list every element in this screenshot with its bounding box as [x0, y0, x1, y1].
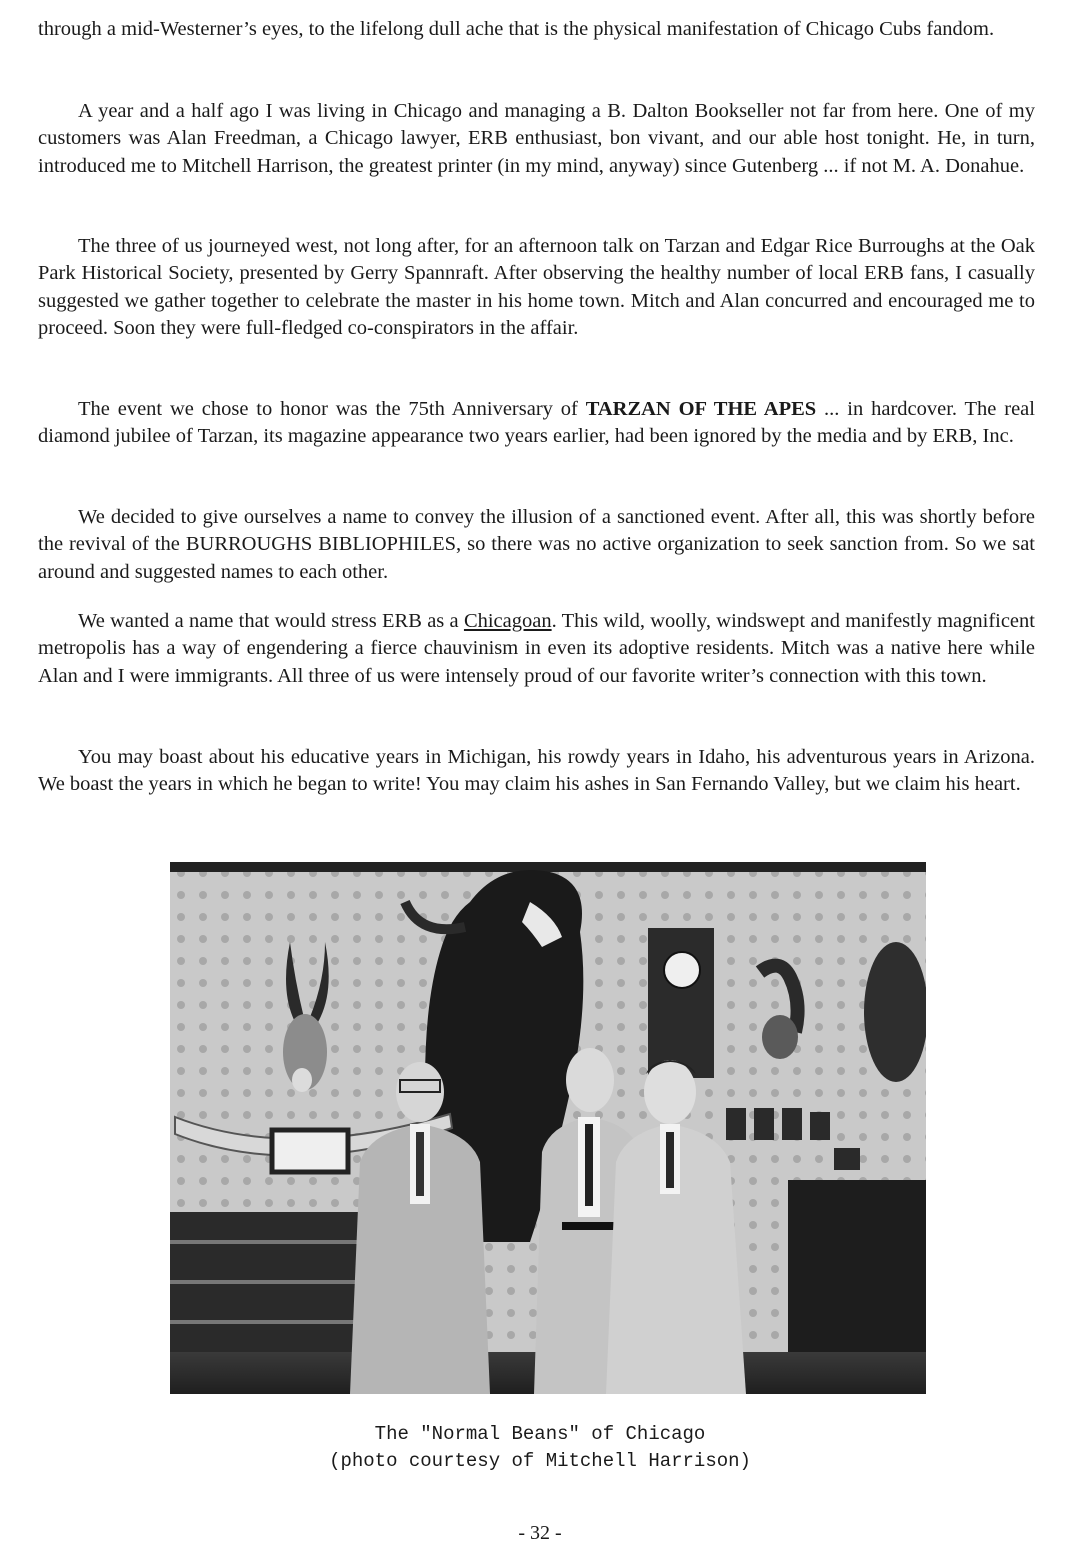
photo-caption-line-1: The "Normal Beans" of Chicago [374, 1423, 706, 1445]
book-title: TARZAN OF THE APES [585, 398, 817, 420]
paragraph-4-text-b: ... in hardcover. The real diamond jubilee of Tarzan, its magazine appearance two years earlier, had been ignored by the media and by ERB, Inc. [38, 398, 1035, 448]
paragraph-7: You may boast about his educative years in Michigan, his rowdy years in Idaho, his adventurous years in Arizona. We boast the years in which he began to write! You may claim his ashes in San Fernando Valley, but we claim his heart. [38, 746, 1035, 796]
page-number: - 32 - [518, 1522, 562, 1544]
group-photo [170, 862, 926, 1394]
paragraph-6 [38, 608, 1035, 690]
paragraph-4-text-a: The event we chose to honor was the 75th Anniversary of [78, 398, 586, 420]
paragraph-5: We decided to give ourselves a name to convey the illusion of a sanctioned event. After all, this was shortly before the revival of the BURROUGHS BIBLIOPHILES, so there was no active organization to seek sanction from. So we sat around and suggested names to each other. [38, 506, 1035, 583]
paragraph-2: A year and a half ago I was living in Chicago and managing a B. Dalton Bookseller not far from here. One of my customers was Alan Freedman, a Chicago lawyer, ERB enthusiast, bon vivant, and our able host tonight. He, in turn, introduced me to Mitchell Harrison, the greatest printer (in my mind, anyway) since Gutenberg ... if not M. A. Donahue. [38, 100, 1035, 177]
photo-caption-line-2: (photo courtesy of Mitchell Harrison) [329, 1450, 751, 1472]
paragraph-1: through a mid-Westerner’s eyes, to the lifelong dull ache that is the physical manifestation of Chicago Cubs fandom. [38, 18, 995, 40]
paragraph-6-text-a: We wanted a name that would stress ERB as a [78, 610, 464, 632]
paragraph-6-text-b: . This wild, woolly, windswept and manifestly magnificent metropolis has a way of engendering a fierce chauvinism in even its adoptive residents. Mitch was a native here while Alan and I were immigrants. All three of us were intensely proud of our favorite writer’s connection with this town. [38, 610, 1035, 687]
paragraph-3: The three of us journeyed west, not long after, for an afternoon talk on Tarzan and Edgar Rice Burroughs at the Oak Park Historical Society, presented by Gerry Spannraft. After observing the healthy number of local ERB fans, I casually suggested we gather together to celebrate the master in his home town. Mitch and Alan concurred and encouraged me to proceed. Soon they were full-fledged co-conspirators in the affair. [38, 235, 1035, 339]
paragraph-4 [38, 396, 1035, 451]
underlined-word: Chicagoan [463, 610, 552, 632]
